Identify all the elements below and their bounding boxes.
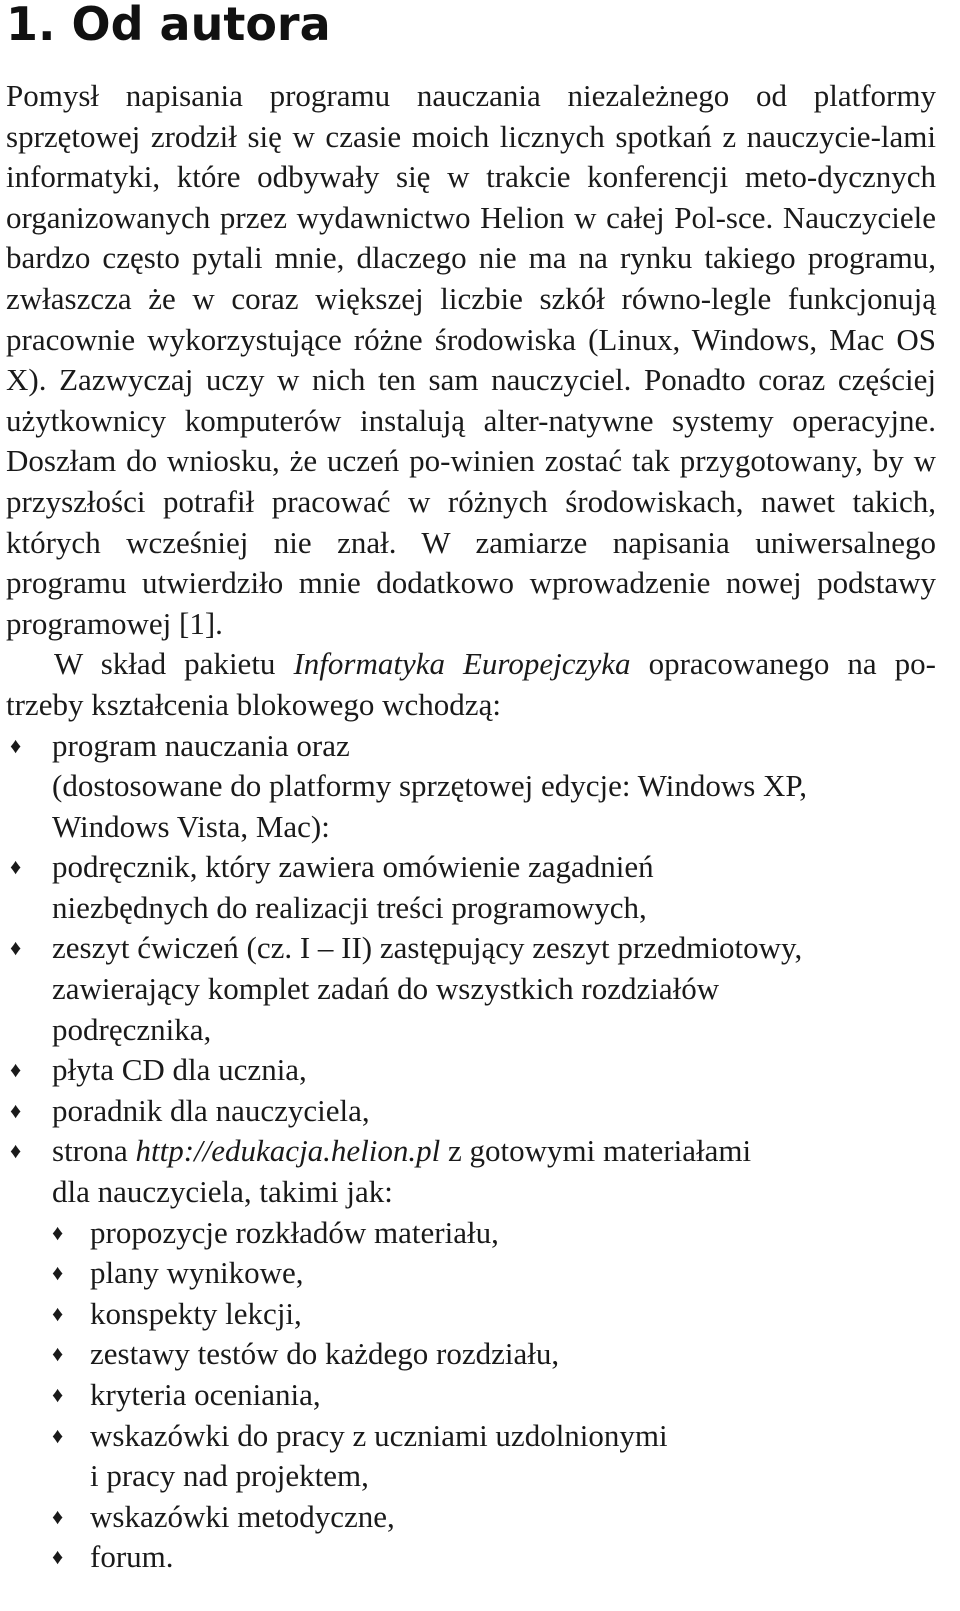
list-item-line: płyta CD dla ucznia,: [52, 1052, 307, 1088]
sub-list-item: [52, 1253, 936, 1294]
sub-list-item-line: konspekty lekcji,: [90, 1295, 302, 1331]
list-item-line: niezbędnych do realizacji treści programowych,: [52, 889, 647, 925]
package-paragraph: [6, 644, 936, 725]
diamond-bullet-icon: ♦: [52, 1382, 64, 1407]
list-item-line: program nauczania oraz: [52, 727, 350, 763]
diamond-bullet-icon: ♦: [10, 1057, 22, 1083]
list-item-line: poradnik dla nauczyciela,: [52, 1092, 370, 1128]
sub-list-item: [52, 1294, 936, 1335]
diamond-bullet-icon: ♦: [10, 1138, 22, 1164]
diamond-bullet-icon: ♦: [52, 1219, 64, 1245]
list-item-line: Windows Vista, Mac):: [52, 808, 330, 844]
sub-list-item-line: wskazówki do pracy z uczniami uzdolnionymi: [90, 1417, 668, 1453]
document-page: [6, 0, 936, 1578]
sub-list-item: [52, 1537, 936, 1578]
sub-list-item-line: zestawy testów do każdego rozdziału,: [90, 1336, 560, 1372]
package-paragraph-before: W skład pakietu: [54, 646, 294, 682]
chapter-title: 1. Od autora: [6, 0, 331, 51]
website-suffix: z gotowymi materiałami: [440, 1133, 752, 1169]
diamond-bullet-icon: ♦: [10, 935, 22, 961]
diamond-bullet-icon: ♦: [10, 1097, 22, 1123]
diamond-bullet-icon: ♦: [10, 854, 22, 880]
list-item: [6, 1091, 936, 1132]
diamond-bullet-icon: ♦: [10, 732, 22, 758]
package-paragraph-after: opracowanego na po-trzeby kształcenia blokowego wchodzą:: [6, 646, 936, 722]
diamond-bullet-icon: ♦: [52, 1341, 64, 1367]
list-item: [6, 726, 936, 848]
sub-list-item-line: wskazówki metodyczne,: [90, 1498, 395, 1534]
sub-list-item: [52, 1213, 936, 1254]
website-prefix: strona: [52, 1133, 136, 1169]
sub-list-item: [52, 1416, 936, 1497]
list-item-website: [6, 1131, 936, 1578]
sub-list-item: [52, 1334, 936, 1375]
list-item: [6, 1050, 936, 1091]
package-title-italic: Informatyka Europejczyka: [293, 646, 631, 682]
list-item: [6, 928, 936, 1050]
sub-list-item-line: i pracy nad projektem,: [90, 1458, 369, 1494]
diamond-bullet-icon: ♦: [52, 1422, 64, 1448]
diamond-bullet-icon: ♦: [52, 1503, 64, 1529]
diamond-bullet-icon: ♦: [52, 1300, 64, 1326]
website-line: [52, 1131, 936, 1172]
list-item-line: zawierający komplet zadań do wszystkich rozdziałów: [52, 971, 720, 1007]
sub-list-item: [52, 1375, 936, 1416]
sub-list-item: [52, 1497, 936, 1538]
sub-list-item-line: propozycje rozkładów materiału,: [90, 1214, 499, 1250]
sub-list-item-line: kryteria oceniania,: [90, 1377, 321, 1412]
package-contents-list: [6, 726, 936, 1578]
list-item-line: podręcznik, który zawiera omówienie zagadnień: [52, 849, 654, 885]
diamond-bullet-icon: ♦: [52, 1260, 64, 1286]
list-item-line: podręcznika,: [52, 1011, 212, 1047]
website-link[interactable]: http://edukacja.helion.pl: [135, 1133, 441, 1169]
list-item-line: (dostosowane do platformy sprzętowej edycje: Windows XP,: [52, 768, 807, 804]
website-line-2: dla nauczyciela, takimi jak:: [52, 1174, 393, 1210]
sub-list-item-line: forum.: [90, 1539, 174, 1575]
teacher-materials-list: [52, 1213, 936, 1578]
list-item-line: zeszyt ćwiczeń (cz. I – II) zastępujący zeszyt przedmiotowy,: [52, 930, 803, 966]
diamond-bullet-icon: ♦: [52, 1544, 64, 1570]
list-item: [6, 847, 936, 928]
intro-paragraph: Pomysł napisania programu nauczania niezależnego od platformy sprzętowej zrodził się w czasie moich licznych spotkań z nauczycie-lami informatyki, które odbywały się w trakcie konferencji meto-dycznych organizowanych przez wydawnictwo Helion w całej Pol-sce. Nauczyciele bardzo często pytali mnie, dlaczego nie ma na rynku takiego programu, zwłaszcza że w coraz większej liczbie szkół równo-legle funkcjonują pracownie wykorzystujące różne środowiska (Linux, Windows, Mac OS X). Zazwyczaj uczy w nich ten sam nauczyciel. Ponadto coraz częściej użytkownicy komputerów instalują alter-natywne systemy operacyjne. Doszłam do wniosku, że uczeń po-winien zostać tak przygotowany, by w przyszłości potrafił pracować w różnych środowiskach, nawet takich, których wcześniej nie znał. W zamiarze napisania uniwersalnego programu utwierdziło mnie dodatkowo wprowadzenie nowej podstawy programowej [1].: [6, 78, 936, 641]
sub-list-item-line: plany wynikowe,: [90, 1255, 304, 1291]
